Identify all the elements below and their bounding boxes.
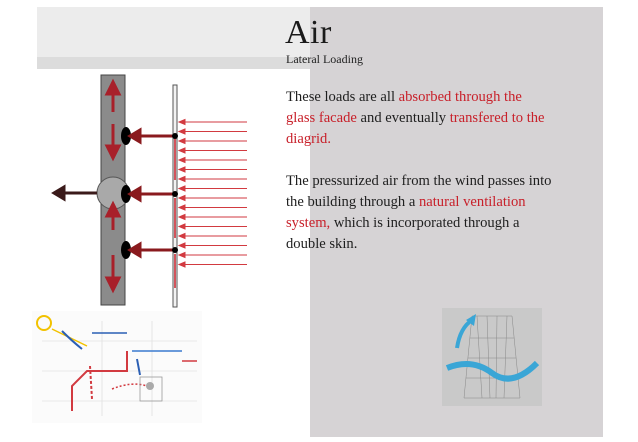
wind-arrowhead [179, 139, 185, 144]
wind-arrowhead [179, 205, 185, 210]
wind-arrowhead [179, 215, 185, 220]
p2-text-a: The pressurized air from the wind passes into the building through a [286, 173, 552, 210]
wind-arrowhead [179, 158, 185, 163]
slide-title: Air [285, 14, 332, 51]
double-skin-airflow-model [442, 308, 542, 406]
wind-arrowhead [179, 177, 185, 182]
wind-arrowhead [179, 234, 185, 239]
wind-arrowhead [179, 224, 185, 229]
ventilation-section-sketch [32, 311, 202, 423]
structural-load-diagram [40, 70, 255, 308]
wind-arrowhead [179, 262, 185, 267]
wind-arrowhead [179, 196, 185, 201]
wind-arrowhead [179, 120, 185, 125]
header-band-stripe [37, 57, 310, 69]
p1-text-b: and eventually [356, 110, 450, 126]
wind-arrowhead [179, 243, 185, 248]
header-band [37, 7, 310, 57]
p1-highlight-b: transfered to the diagrid. [286, 110, 545, 147]
wind-arrowhead [179, 167, 185, 172]
wind-arrowhead [179, 129, 185, 134]
paragraph-loads [286, 87, 554, 150]
p2-text-b: which is incorporated through a double skin. [286, 215, 520, 252]
slide-subtitle: Lateral Loading [286, 52, 363, 66]
wind-arrowhead [179, 186, 185, 191]
wind-arrowhead [179, 253, 185, 258]
p2-highlight: natural ventilation system, [286, 194, 526, 231]
paragraph-ventilation [286, 171, 554, 255]
wind-arrowhead [179, 148, 185, 153]
lateral-reaction-arrow [54, 187, 97, 199]
p1-highlight-a: absorbed through the glass facade [286, 89, 522, 126]
wind-load-arrows [179, 120, 247, 268]
p1-text-a: These loads are all [286, 89, 399, 105]
transfer-arrows [130, 130, 173, 256]
